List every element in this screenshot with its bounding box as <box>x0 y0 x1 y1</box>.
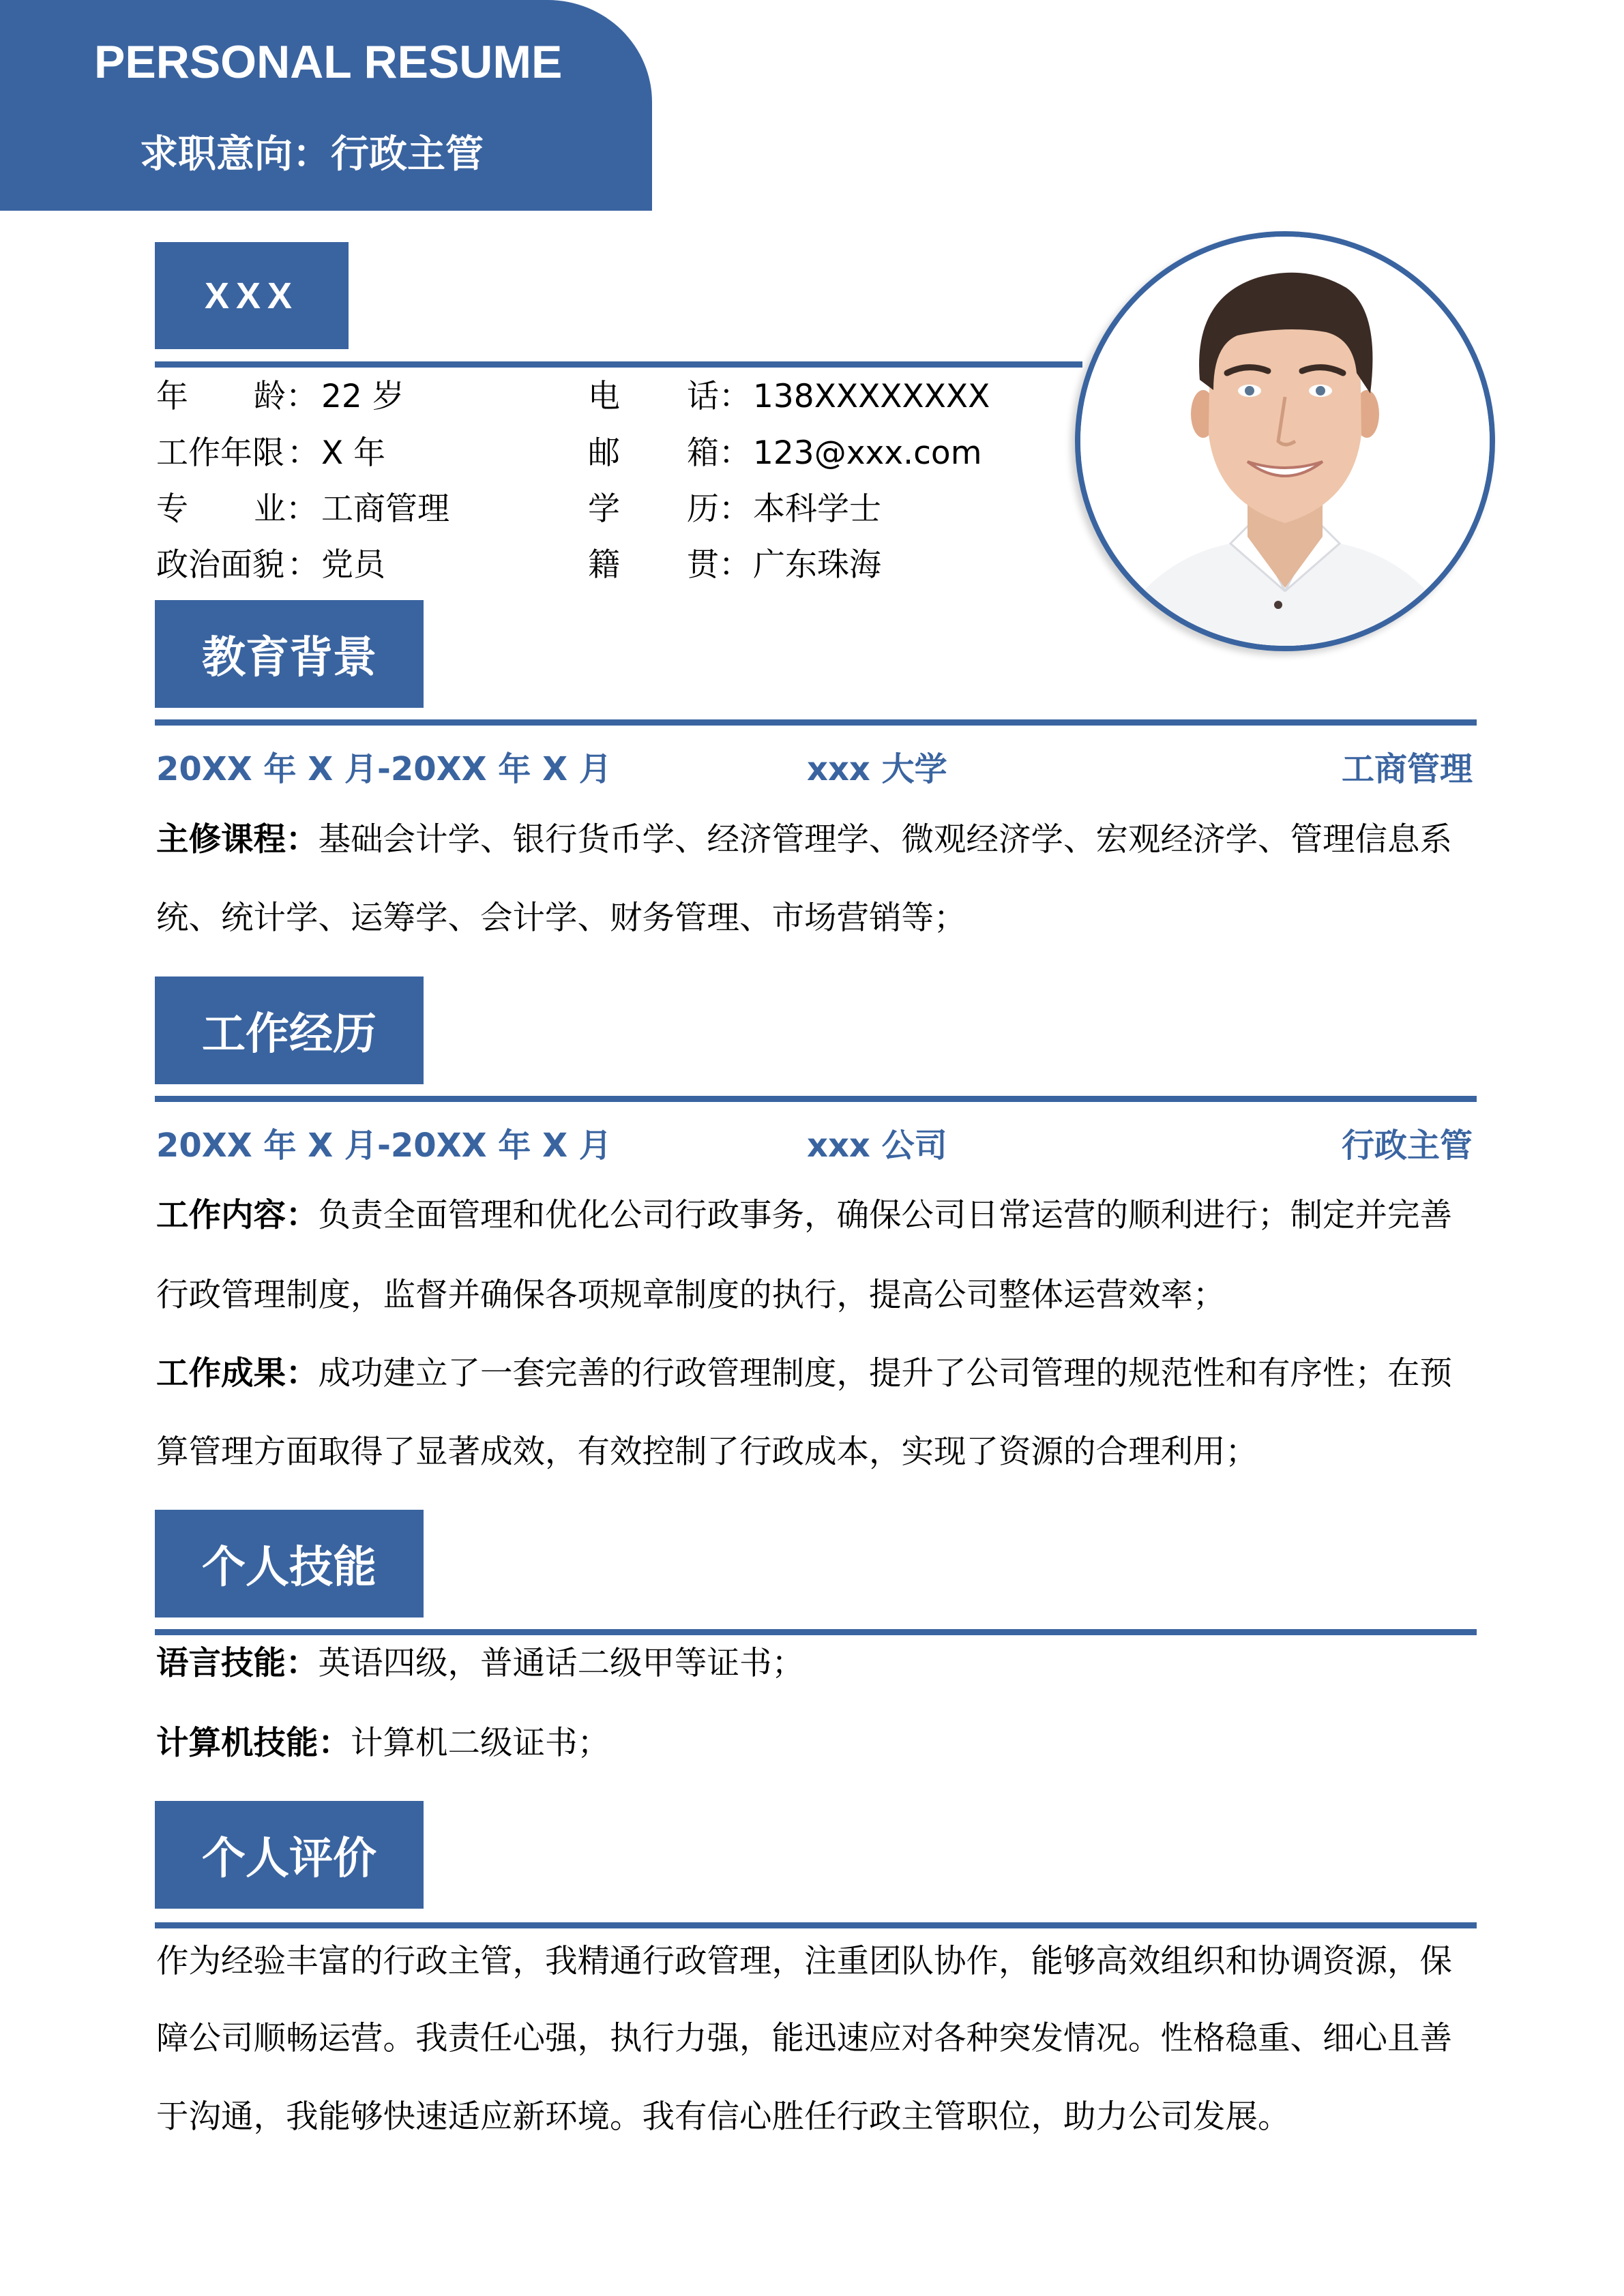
work-content-line-1 <box>156 1199 1473 1232</box>
resume-title: PERSONAL RESUME <box>94 36 563 88</box>
section-title: 个人技能 <box>202 1542 377 1593</box>
skill-computer <box>156 1727 1473 1760</box>
skill-language <box>156 1645 1473 1682</box>
info-label: 龄： <box>254 378 318 415</box>
section-divider <box>155 1922 1477 1928</box>
courses-text: 基础会计学、银行货币学、经济管理学、微观经济学、宏观经济学、管理信息系 <box>318 821 1452 859</box>
work-entry <box>156 1127 1473 1165</box>
courses-label: 主修课程： <box>156 821 319 859</box>
work-result-text: 算管理方面取得了显著成效，有效控制了行政成本，实现了资源的合理利用； <box>156 1433 1258 1471</box>
courses-line-2 <box>156 899 1473 937</box>
info-value: 123@xxx.com <box>753 434 982 472</box>
info-value: 138XXXXXXXX <box>753 378 990 415</box>
candidate-name: XXX <box>204 275 299 316</box>
evaluation-line-1: 作为经验丰富的行政主管，我精通行政管理，注重团队协作，能够高效组织和协调资源，保 <box>156 1943 1452 1980</box>
work-content-label: 工作内容： <box>156 1197 319 1234</box>
section-header-skills <box>155 1510 424 1617</box>
section-header-education <box>155 600 424 708</box>
info-label: 业： <box>254 490 318 528</box>
work-position: 行政主管 <box>1341 1127 1473 1165</box>
info-value: 工商管理 <box>321 490 449 528</box>
education-major: 工商管理 <box>1341 750 1473 788</box>
info-label: 工作年限 <box>156 434 284 472</box>
education-school: xxx 大学 <box>807 750 947 788</box>
info-label: ： <box>287 546 319 584</box>
skill-label: 计算机技能： <box>156 1725 351 1762</box>
info-label: 电 <box>588 378 620 415</box>
info-label: 话： <box>687 378 751 415</box>
work-company: xxx 公司 <box>807 1127 947 1165</box>
skill-label: 语言技能： <box>156 1645 319 1682</box>
info-value: 本科学士 <box>753 490 881 528</box>
section-header-evaluation <box>155 1801 424 1909</box>
header-banner <box>0 0 652 211</box>
info-label: 箱： <box>687 434 751 472</box>
work-result-text: 成功建立了一套完善的行政管理制度，提升了公司管理的规范性和有序性；在预 <box>318 1355 1452 1392</box>
work-period: 20XX 年 X 月-20XX 年 X 月 <box>156 1127 612 1165</box>
work-content-line-2 <box>156 1279 1473 1312</box>
section-divider <box>155 1096 1477 1102</box>
section-header-work <box>155 976 424 1084</box>
info-label: 政治面貌 <box>156 546 284 584</box>
info-label: 学 <box>588 490 620 528</box>
info-value: 广东珠海 <box>753 546 881 584</box>
info-value: 党员 <box>321 546 385 584</box>
info-label: ： <box>287 434 319 472</box>
info-label: 专 <box>156 490 188 528</box>
work-content-text: 行政管理制度，监督并确保各项规章制度的执行，提高公司整体运营效率； <box>156 1277 1226 1314</box>
work-result-line-1 <box>156 1355 1473 1392</box>
info-value: 22 岁 <box>321 378 404 415</box>
name-badge <box>155 242 349 349</box>
info-value: X 年 <box>321 434 386 472</box>
evaluation-line-2: 障公司顺畅运营。我责任心强，执行力强，能迅速应对各种突发情况。性格稳重、细心且善 <box>156 2020 1452 2057</box>
section-title: 工作经历 <box>202 1009 377 1060</box>
person-portrait-icon <box>1080 237 1490 646</box>
info-label: 籍 <box>588 546 620 584</box>
section-divider <box>155 1629 1477 1635</box>
job-objective: 求职意向：行政主管 <box>140 132 484 177</box>
courses-text: 统、统计学、运筹学、会计学、财务管理、市场营销等； <box>156 899 966 937</box>
info-label: 邮 <box>588 434 620 472</box>
info-label: 历： <box>687 490 751 528</box>
section-divider <box>155 719 1477 726</box>
info-label: 年 <box>156 378 188 415</box>
section-title: 教育背景 <box>202 633 377 683</box>
education-entry <box>156 750 1473 788</box>
work-result-line-2 <box>156 1433 1473 1471</box>
education-period: 20XX 年 X 月-20XX 年 X 月 <box>156 750 612 788</box>
profile-photo <box>1075 231 1495 651</box>
skill-value: 计算机二级证书； <box>351 1725 610 1762</box>
profile-divider <box>155 361 1082 368</box>
work-content-text: 负责全面管理和优化公司行政事务，确保公司日常运营的顺利进行；制定并完善 <box>318 1197 1452 1234</box>
work-result-label: 工作成果： <box>156 1355 319 1392</box>
section-title: 个人评价 <box>202 1834 377 1884</box>
courses-line-1 <box>156 821 1473 859</box>
info-label: 贯： <box>687 546 751 584</box>
evaluation-line-3: 于沟通，我能够快速适应新环境。我有信心胜任行政主管职位，助力公司发展。 <box>156 2098 1290 2136</box>
skill-value: 英语四级，普通话二级甲等证书； <box>318 1645 804 1682</box>
